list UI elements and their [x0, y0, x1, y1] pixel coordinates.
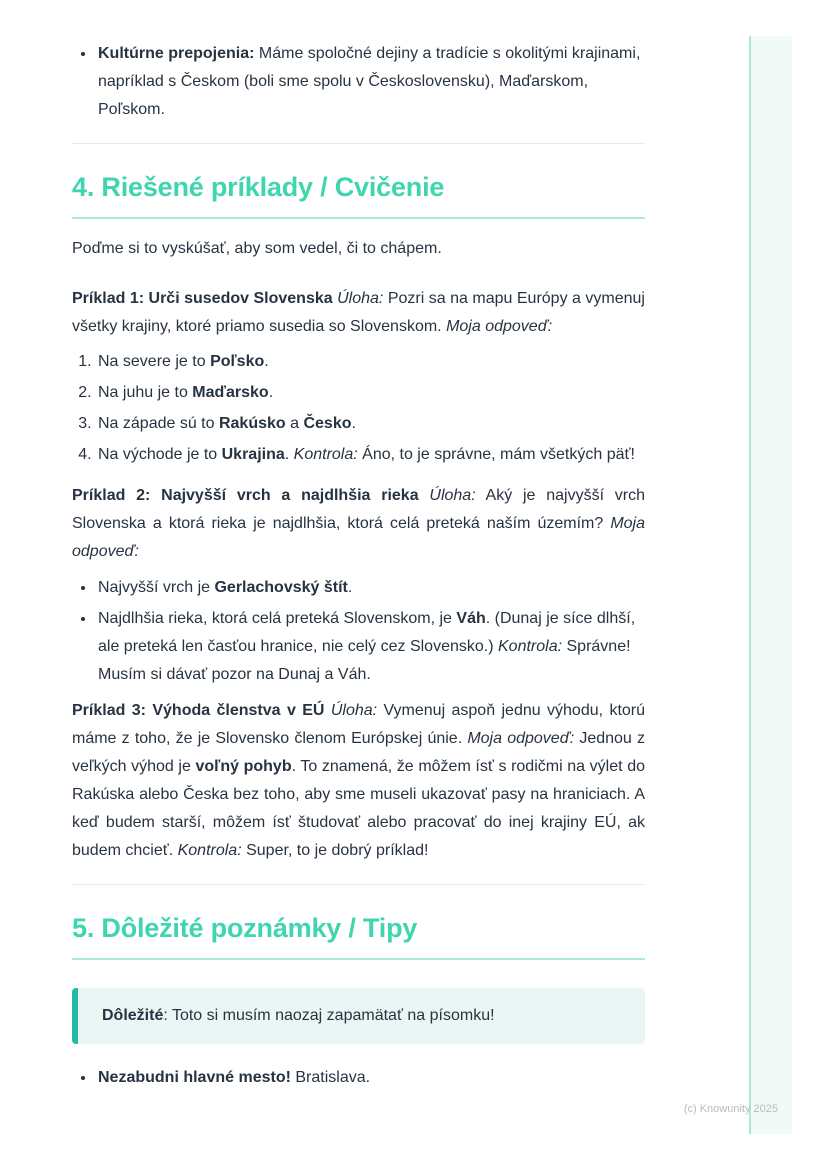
section-4-intro: Poďme si to vyskúšať, aby som vedel, či to chápem. [72, 240, 442, 257]
example-2-paragraph: Príklad 2: Najvyšší vrch a najdlhšia rieka Úloha: Aký je najvyšší vrch Slovenska a ktorá rieka je najdlhšia, ktorá celá preteká naším územím? Moja odpoveď: [72, 487, 646, 560]
list-item: 3. Na západe sú to Rakúsko a Česko. [96, 410, 645, 438]
list-item: 1. Na severe je to Poľsko. [96, 348, 645, 376]
copyright-notice: (c) Knowunity 2025 [683, 1103, 778, 1115]
example-1-paragraph: Príklad 1: Urči susedov Slovenska Úloha: Pozri sa na mapu Európy a vymenuj všetky krajiny, ktoré priamo susedia so Slovenskom. Moja odpoveď: [72, 290, 645, 335]
example-3-paragraph: Príklad 3: Výhoda členstva v EÚ Úloha: Vymenuj aspoň jednu výhodu, ktorú máme z toho, že je Slovensko členom Európskej únie. Moja odpoveď: Jednou z veľkých výhod je voľný pohyb. To znamená, že môžem ísť s rodičmi na výlet do Rakúska alebo Česka bez toho, aby sme museli ukazovať pasy na hraniciach. A keď budem starší, môžem ísť študovať alebo pracovať do inej krajiny EÚ, ak budem chcieť. Kontrola: Super, to je dobrý príklad! [72, 702, 646, 859]
page-edge-line [749, 36, 751, 1134]
list-item: • Kultúrne prepojenia: Máme spoločné dejiny a tradície s okolitými krajinami, napríklad s Českom (boli sme spolu v Československu), Maďarskom, Poľskom. [96, 40, 645, 124]
list-item: • Najvyšší vrch je Gerlachovský štít. [96, 574, 645, 602]
example-1-answer-list [72, 348, 645, 469]
list-item: 2. Na juhu je to Maďarsko. [96, 379, 645, 407]
section-4-title: 4. Riešené príklady / Cvičenie [72, 169, 645, 219]
page-edge-decoration [751, 36, 792, 1134]
section-divider [72, 143, 645, 144]
notes-list [72, 1064, 645, 1092]
important-callout [72, 988, 645, 1044]
section-divider [72, 884, 645, 885]
list-item: • Najdlhšia rieka, ktorá celá preteká Slovenskom, je Váh. (Dunaj je síce dlhší, ale preteká len časťou hranice, nie celý cez Slovensko.) Kontrola: Správne! Musím si dávať pozor na Dunaj a Váh. [96, 605, 645, 689]
example-2-answer-list [72, 574, 645, 689]
callout-text: Dôležité: Toto si musím naozaj zapamätať na písomku! [102, 1007, 495, 1024]
culture-bullet-list [72, 40, 645, 124]
list-item: 4. Na východe je to Ukrajina. Kontrola: Áno, to je správne, mám všetkých päť! [96, 441, 645, 469]
list-item: • Nezabudni hlavné mesto! Bratislava. [96, 1064, 645, 1092]
section-5-title: 5. Dôležité poznámky / Tipy [72, 910, 645, 960]
document-content [72, 0, 645, 1095]
